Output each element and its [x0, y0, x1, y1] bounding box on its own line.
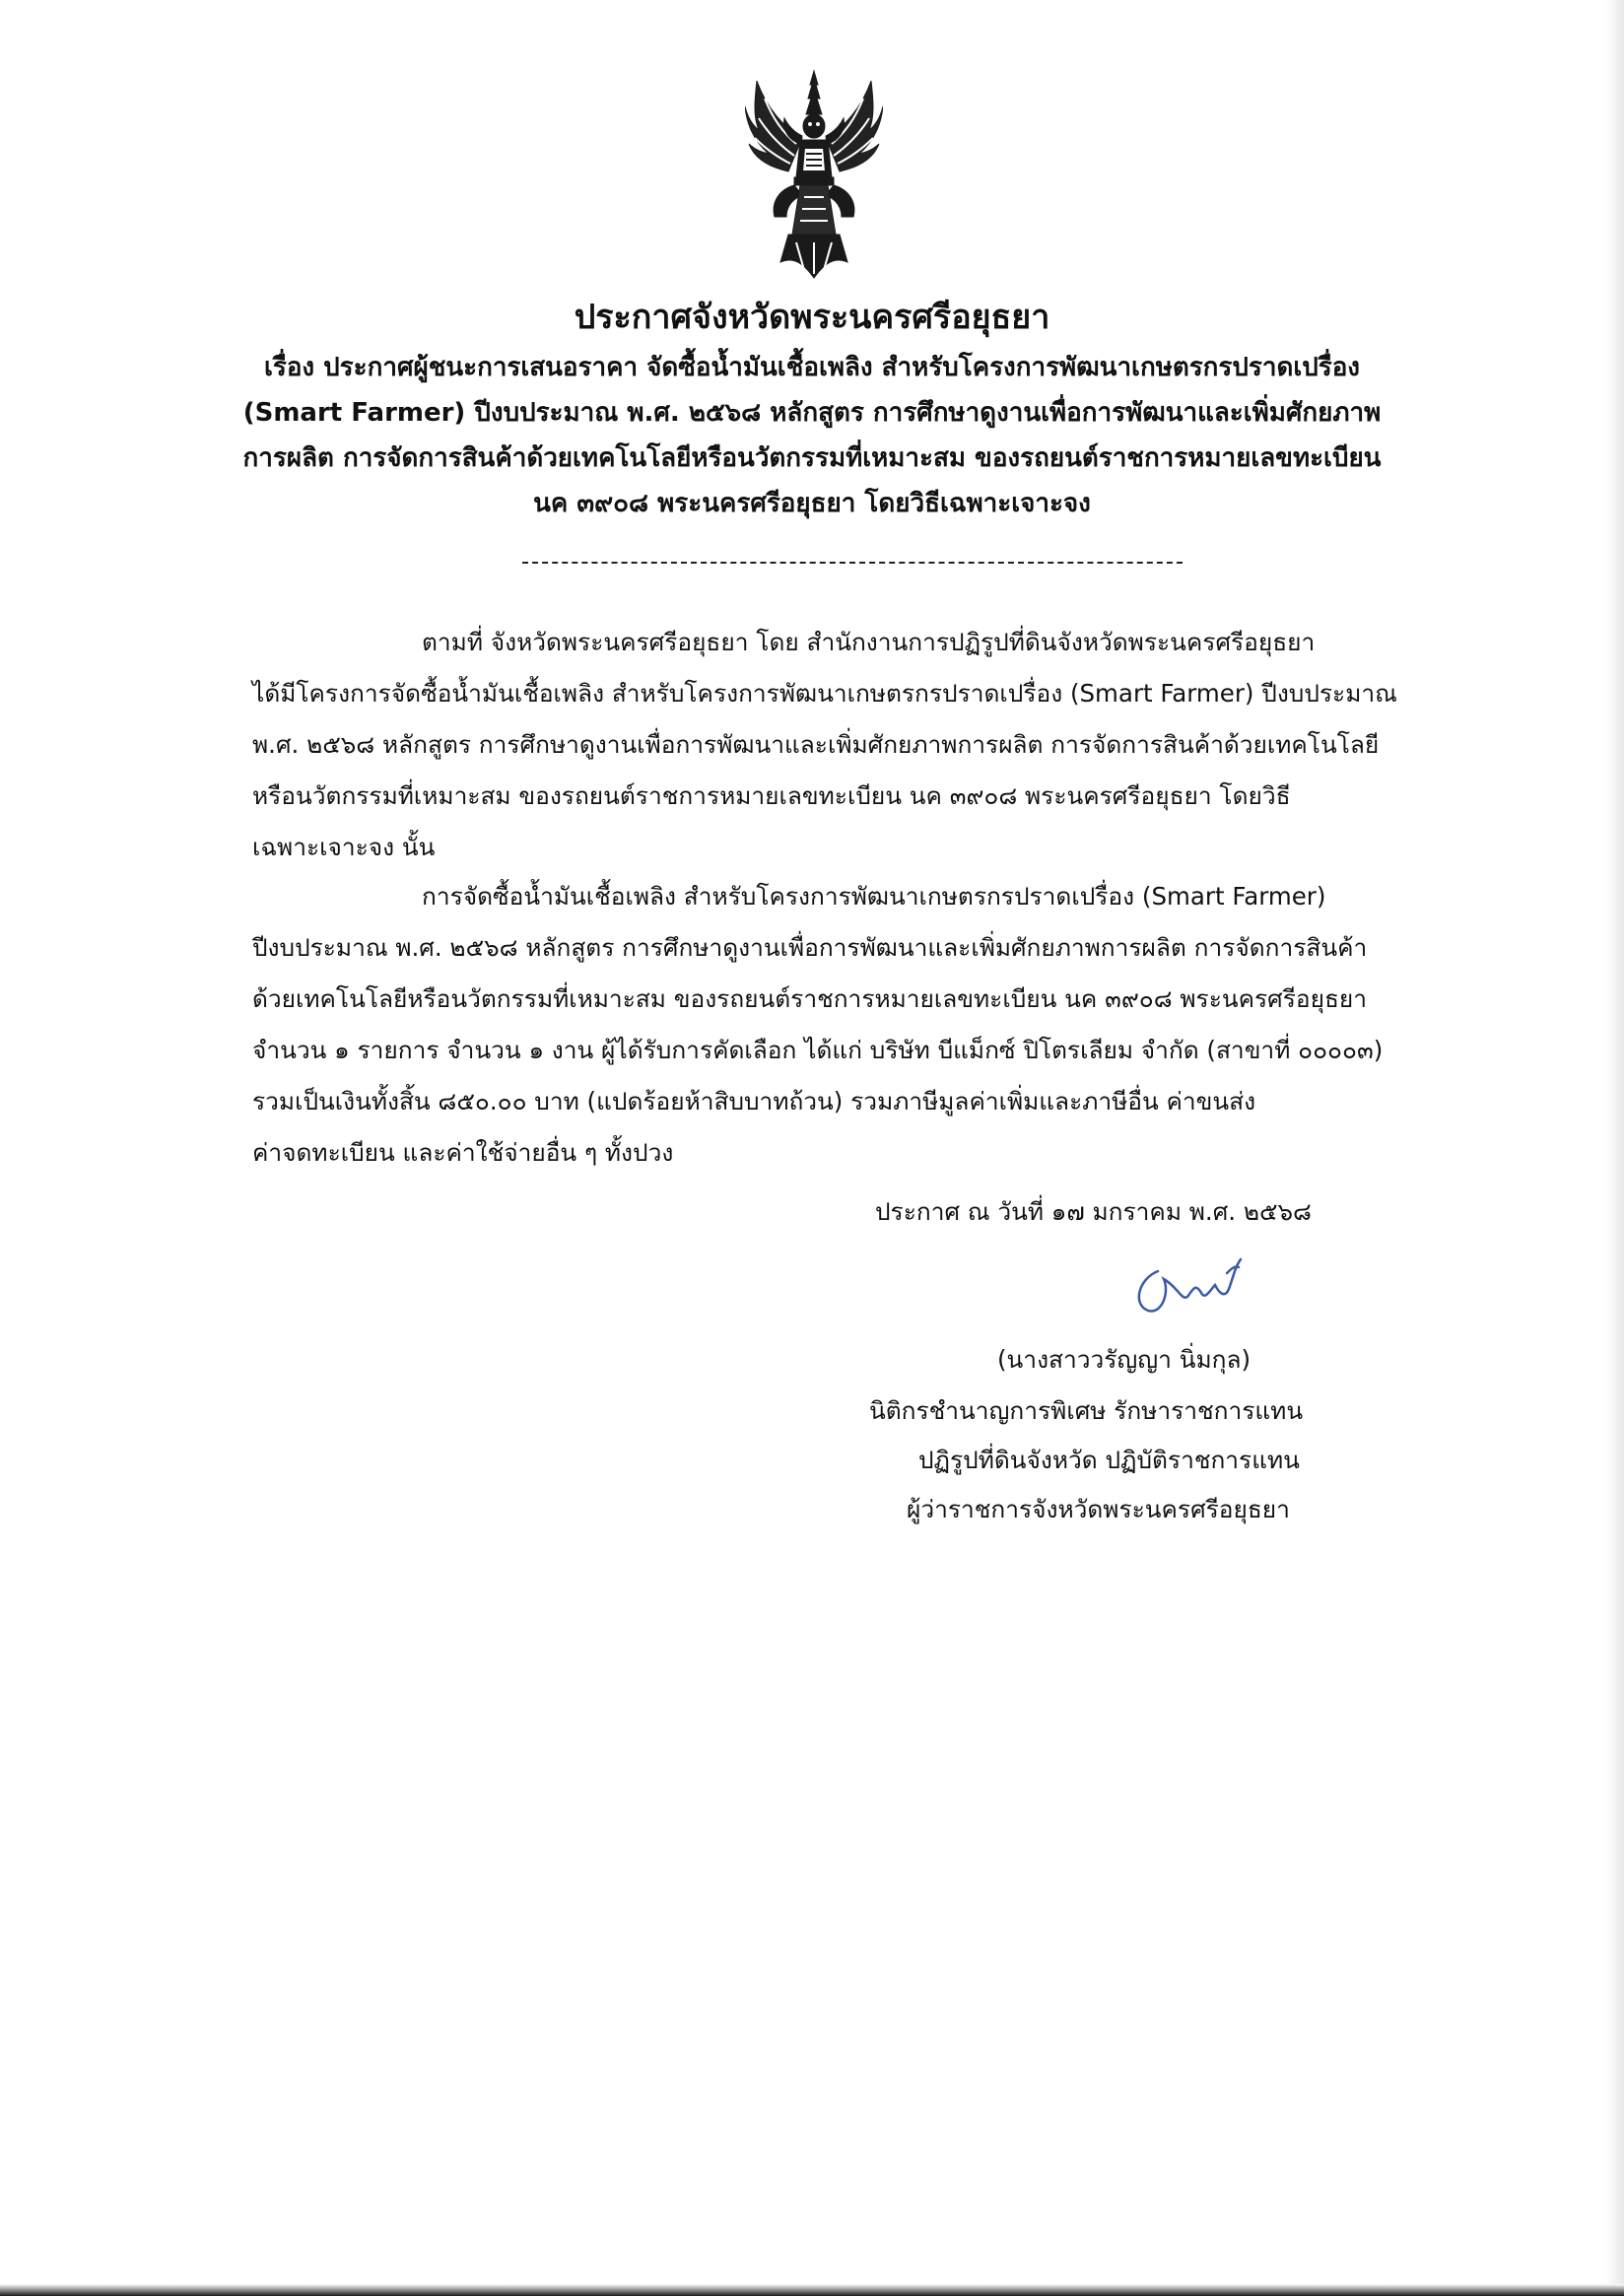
paragraph-line: ด้วยเทคโนโลยีหรือนวัตกรรมที่เหมาะสม ของรถยนต์ราชการหมายเลขทะเบียน นค ๓๙๐๘ พระนครศรีอยุธยา: [252, 984, 1368, 1013]
paragraph-line: พ.ศ. ๒๕๖๘ หลักสูตร การศึกษาดูงานเพื่อการพัฒนาและเพิ่มศักยภาพการผลิต การจัดการสินค้าด้วยเทคโนโลยี: [252, 730, 1380, 759]
announcement-title: ประกาศจังหวัดพระนครศรีอยุธยา: [574, 298, 1050, 337]
body-paragraph-2: [252, 871, 1474, 1179]
handwritten-signature: [1118, 1249, 1276, 1328]
signer-position-line: ปฏิรูปที่ดินจังหวัด ปฏิบัติราชการแทน: [918, 1446, 1300, 1474]
paragraph-line: การจัดซื้อน้ำมันเชื้อเพลิง สำหรับโครงการพัฒนาเกษตรกรปราดเปรื่อง (Smart Farmer): [422, 882, 1326, 911]
subject-line: เรื่อง ประกาศผู้ชนะการเสนอราคา จัดซื้อน้ำมันเชื้อเพลิง สำหรับโครงการพัฒนาเกษตรกรปราดเปรื่อง: [263, 353, 1361, 382]
paragraph-line: ตามที่ จังหวัดพระนครศรีอยุธยา โดย สำนักงานการปฏิรูปที่ดินจังหวัดพระนครศรีอยุธยา: [422, 628, 1316, 656]
subject-line: การผลิต การจัดการสินค้าด้วยเทคโนโลยีหรือนวัตกรรมที่เหมาะสม ของรถยนต์ราชการหมายเลขทะเบียน: [242, 443, 1382, 473]
subject-line: นค ๓๙๐๘ พระนครศรีอยุธยา โดยวิธีเฉพาะเจาะจง: [533, 489, 1091, 518]
paragraph-line: รวมเป็นเงินทั้งสิ้น ๘๕๐.๐๐ บาท (แปดร้อยห้าสิบบาทถ้วน) รวมภาษีมูลค่าเพิ่มและภาษีอื่น ค่าขนส่ง: [252, 1087, 1256, 1115]
paragraph-line: หรือนวัตกรรมที่เหมาะสม ของรถยนต์ราชการหมายเลขทะเบียน นค ๓๙๐๘ พระนครศรีอยุธยา โดยวิธี: [252, 781, 1291, 810]
paragraph-line: ได้มีโครงการจัดซื้อน้ำมันเชื้อเพลิง สำหรับโครงการพัฒนาเกษตรกรปราดเปรื่อง (Smart Farmer) ปีงบประมาณ: [252, 679, 1397, 708]
paragraph-line: ค่าจดทะเบียน และค่าใช้จ่ายอื่น ๆ ทั้งปวง: [252, 1138, 674, 1167]
paragraph-line: เฉพาะเจาะจง นั้น: [252, 833, 436, 861]
body-paragraph-1: [252, 617, 1474, 873]
subject-line: (Smart Farmer) ปีงบประมาณ พ.ศ. ๒๕๖๘ หลักสูตร การศึกษาดูงานเพื่อการพัฒนาและเพิ่มศักยภาพ: [242, 398, 1382, 428]
paragraph-line: จำนวน ๑ รายการ จำนวน ๑ งาน ผู้ได้รับการคัดเลือก ได้แก่ บริษัท บีแม็กซ์ ปิโตรเลียม จำกัด (สาขาที่ ๐๐๐๐๓): [252, 1036, 1384, 1064]
dashed-divider: [522, 562, 1183, 564]
announcement-date: ประกาศ ณ วันที่ ๑๗ มกราคม พ.ศ. ๒๕๖๘: [875, 1197, 1312, 1226]
garuda-emblem-icon: [745, 69, 883, 281]
signer-position-line: ผู้ว่าราชการจังหวัดพระนครศรีอยุธยา: [907, 1495, 1290, 1523]
signer-position-line: นิติกรชำนาญการพิเศษ รักษาราชการแทน: [869, 1396, 1304, 1425]
page-edge-shadow: [1606, 0, 1624, 2296]
announcement-subject: [197, 345, 1427, 526]
paragraph-line: ปีงบประมาณ พ.ศ. ๒๕๖๘ หลักสูตร การศึกษาดูงานเพื่อการพัฒนาและเพิ่มศักยภาพการผลิต การจัดการสินค้า: [252, 933, 1368, 962]
signer-name: (นางสาววรัญญา นิ่มกุล): [997, 1345, 1252, 1374]
page-bottom-edge: [0, 2284, 1624, 2296]
